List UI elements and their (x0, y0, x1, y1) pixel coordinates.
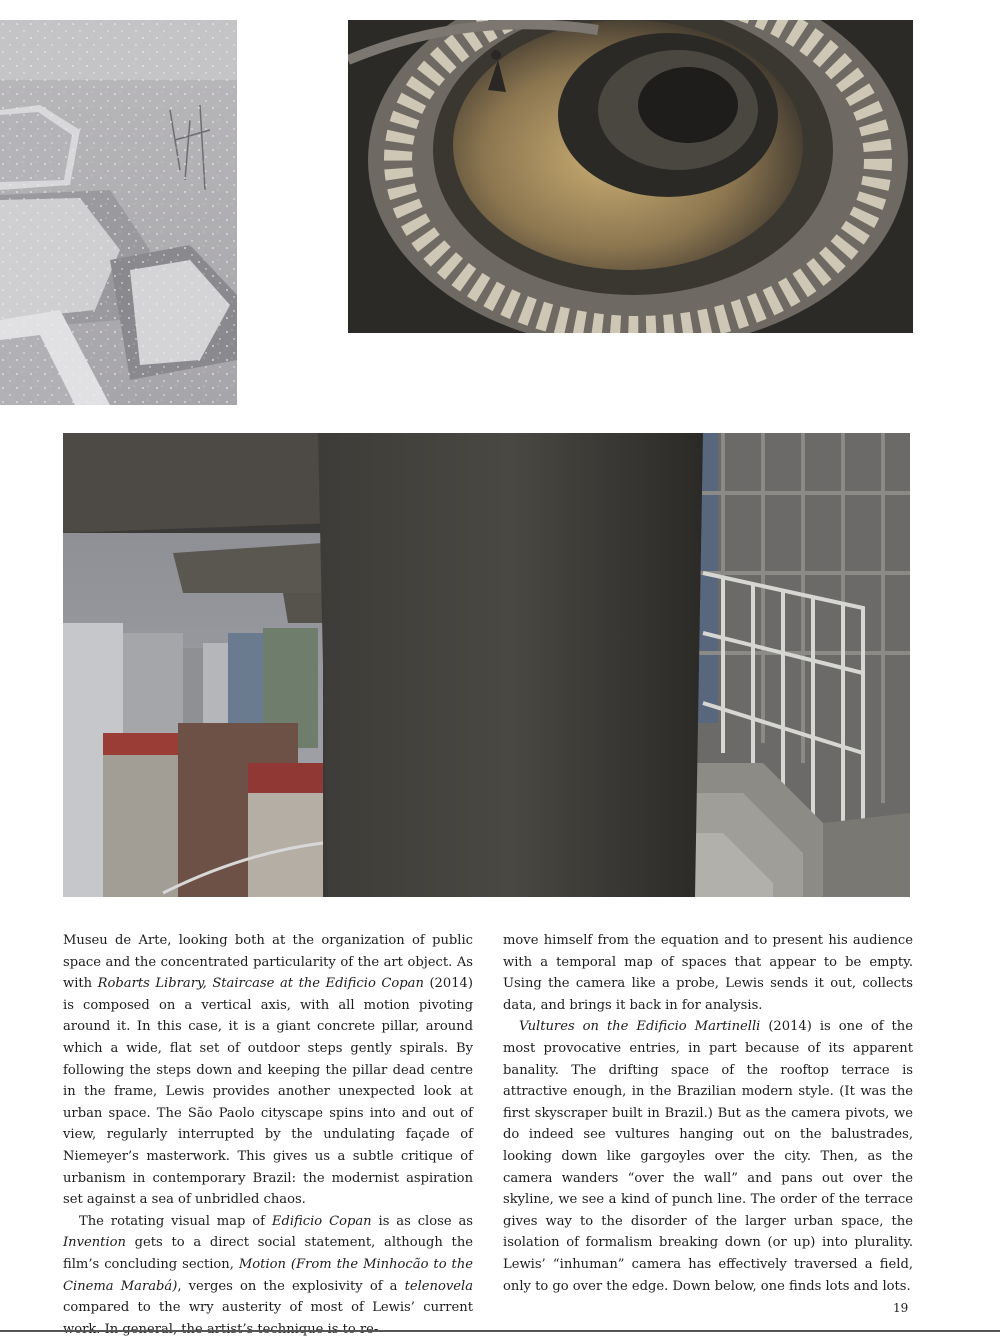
paragraph: Vultures on the Edificio Martinelli (2014) is one of the most provocative entries, in part because of its apparent banality. The drifting space of the rooftop terrace is attractive enough, in the Brazilian modern style. (It was the first skyscraper built in Brazil.) But as the camera pivots, we do indeed see vultures hanging out on the balustrades, looking down like gargoyles over the city. Then, as the camera wanders “over the wall” and pans out over the skyline, we see a kind of punch line. The order of the terrace gives way to the disorder of the larger urban space, the isolation of formalism breaking down (or up) into plurality. Lewis’ “inhuman” camera has effectively traversed a field, only to go over the edge. Down below, one finds lots and lots. (503, 1019, 913, 1294)
concrete-pillar-cityscape-photo (63, 433, 910, 897)
italic-title: Invention (63, 1235, 126, 1251)
bottom-rule (0, 1330, 1000, 1332)
italic-title: Vultures on the Edificio Martinelli (519, 1019, 761, 1035)
article-column-left (63, 930, 473, 1340)
page-number: 19 (893, 1301, 909, 1315)
paragraph: The rotating visual map of Edificio Copan is as close as Invention gets to a direct social statement, although the film’s concluding section, Motion (From the Minhocão to the Cinema Marabá), verges on the explosivity of a telenovela compared to the wry austerity of most of Lewis’ current (63, 1213, 474, 1316)
italic-title: telenovela (404, 1278, 473, 1294)
article-column-right (503, 930, 913, 1297)
italic-title: Edificio Copan (271, 1213, 372, 1229)
spiral-staircase-photo (348, 20, 913, 333)
snowy-rooftops-photo (0, 20, 237, 405)
italic-title: Robarts Library, Staircase at the Edificio Copan (97, 976, 424, 992)
paragraph: move himself from the equation and to present his audience with a temporal map of spaces that appear to be empty. Using the camera like a probe, Lewis sends it out, collects data, and brings it back in for analysis. (503, 933, 913, 1013)
paragraph: Museu de Arte, looking both at the organization of public space and the concentrated particularity of the art object. As with Robarts Library, Staircase at the Edificio Copan (2014) is composed on a vertical axis, with all motion pivoting around it. In this case, it is a giant concrete pillar, around which a wide, flat set of outdoor steps gently spirals. By following the steps down and keeping the pillar dead centre in the frame, Lewis provides another unexpected look at urban space. The São Paolo cityscape spins into and out of view, regularly interrupted by the undulating façade of Niemeyer’s masterwork. This gives us a subtle critique of urbanism in contemporary Brazil: the modernist aspiration set against a sea of unbridled chaos. (63, 933, 473, 1208)
italic-title: Motion (From the Minhocão to the Cinema Marabá) (63, 1256, 473, 1294)
